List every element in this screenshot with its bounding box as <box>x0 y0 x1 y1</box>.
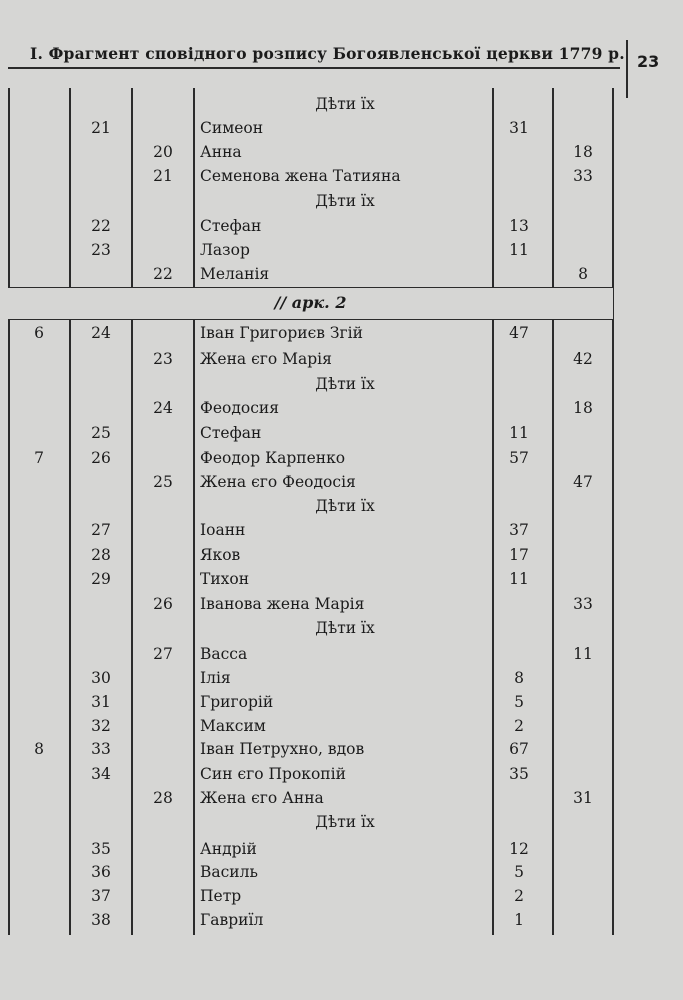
person-name: Феодосия <box>200 399 280 417</box>
male-age: 47 <box>509 324 529 342</box>
children-heading: Дѣти їх <box>315 192 375 210</box>
female-number: 22 <box>153 265 173 283</box>
male-number: 23 <box>91 241 111 259</box>
male-age: 31 <box>509 119 529 137</box>
female-number: 20 <box>153 143 173 161</box>
children-heading: Дѣти їх <box>315 619 375 637</box>
header-rule <box>8 67 620 69</box>
female-age: 47 <box>573 473 593 491</box>
person-name: Син єго Прокопій <box>200 765 346 783</box>
male-age: 17 <box>509 546 529 564</box>
person-name: Андрій <box>200 840 257 858</box>
male-age: 12 <box>509 840 529 858</box>
column-divider <box>492 88 494 935</box>
male-number: 37 <box>91 887 111 905</box>
column-divider <box>69 88 71 935</box>
household-number: 8 <box>34 740 44 758</box>
female-number: 26 <box>153 595 173 613</box>
male-number: 28 <box>91 546 111 564</box>
person-name: Семенова жена Татияна <box>200 167 401 185</box>
household-number: 6 <box>34 324 44 342</box>
person-name: Стефан <box>200 424 262 442</box>
page-title: I. Фрагмент сповідного розпису Богоявленської церкви 1779 р. <box>30 44 625 63</box>
person-name: Жена єго Анна <box>200 789 324 807</box>
column-divider <box>131 88 133 935</box>
children-heading: Дѣти їх <box>315 497 375 515</box>
male-number: 30 <box>91 669 111 687</box>
male-age: 1 <box>514 911 524 929</box>
person-name: Тихон <box>200 570 250 588</box>
section-row <box>8 287 613 320</box>
person-name: Стефан <box>200 217 262 235</box>
female-age: 42 <box>573 350 593 368</box>
children-heading: Дѣти їх <box>315 95 375 113</box>
male-age: 2 <box>514 887 524 905</box>
female-age: 33 <box>573 167 593 185</box>
male-number: 22 <box>91 217 111 235</box>
male-age: 67 <box>509 740 529 758</box>
female-number: 28 <box>153 789 173 807</box>
female-age: 8 <box>578 265 588 283</box>
person-name: Іоанн <box>200 521 246 539</box>
column-divider <box>8 88 10 935</box>
person-name: Васса <box>200 645 248 663</box>
household-number: 7 <box>34 449 44 467</box>
male-number: 27 <box>91 521 111 539</box>
person-name: Григорій <box>200 693 274 711</box>
children-heading: Дѣти їх <box>315 813 375 831</box>
female-age: 11 <box>573 645 593 663</box>
male-number: 29 <box>91 570 111 588</box>
male-number: 26 <box>91 449 111 467</box>
person-name: Яков <box>200 546 241 564</box>
male-number: 21 <box>91 119 111 137</box>
male-number: 35 <box>91 840 111 858</box>
male-age: 2 <box>514 717 524 735</box>
male-number: 32 <box>91 717 111 735</box>
header-vertical-rule <box>626 40 628 98</box>
person-name: Василь <box>200 863 258 881</box>
person-name: Меланія <box>200 265 270 283</box>
section-label: // арк. 2 <box>274 293 347 312</box>
female-number: 21 <box>153 167 173 185</box>
male-number: 33 <box>91 740 111 758</box>
person-name: Ілія <box>200 669 231 687</box>
person-name: Максим <box>200 717 266 735</box>
male-number: 38 <box>91 911 111 929</box>
male-age: 8 <box>514 669 524 687</box>
male-age: 11 <box>509 241 529 259</box>
column-divider <box>612 88 614 935</box>
male-number: 25 <box>91 424 111 442</box>
female-age: 33 <box>573 595 593 613</box>
female-age: 18 <box>573 143 593 161</box>
person-name: Анна <box>200 143 242 161</box>
female-age: 31 <box>573 789 593 807</box>
person-name: Лазор <box>200 241 250 259</box>
person-name: Жена єго Марія <box>200 350 332 368</box>
person-name: Феодор Карпенко <box>200 449 346 467</box>
female-number: 23 <box>153 350 173 368</box>
male-number: 31 <box>91 693 111 711</box>
person-name: Петр <box>200 887 242 905</box>
male-age: 35 <box>509 765 529 783</box>
female-number: 24 <box>153 399 173 417</box>
female-number: 27 <box>153 645 173 663</box>
person-name: Іван Григориєв Згій <box>200 324 363 342</box>
person-name: Гавриїл <box>200 911 264 929</box>
male-number: 34 <box>91 765 111 783</box>
male-age: 11 <box>509 424 529 442</box>
male-number: 36 <box>91 863 111 881</box>
male-age: 11 <box>509 570 529 588</box>
person-name: Симеон <box>200 119 264 137</box>
column-divider <box>193 88 195 935</box>
person-name: Жена єго Феодосія <box>200 473 356 491</box>
column-divider <box>552 88 554 935</box>
page-number: 23 <box>637 52 660 71</box>
female-age: 18 <box>573 399 593 417</box>
male-age: 37 <box>509 521 529 539</box>
male-age: 5 <box>514 693 524 711</box>
male-age: 13 <box>509 217 529 235</box>
female-number: 25 <box>153 473 173 491</box>
male-age: 5 <box>514 863 524 881</box>
male-number: 24 <box>91 324 111 342</box>
person-name: Іванова жена Марія <box>200 595 365 613</box>
male-age: 57 <box>509 449 529 467</box>
children-heading: Дѣти їх <box>315 375 375 393</box>
person-name: Іван Петрухно, вдов <box>200 740 365 758</box>
